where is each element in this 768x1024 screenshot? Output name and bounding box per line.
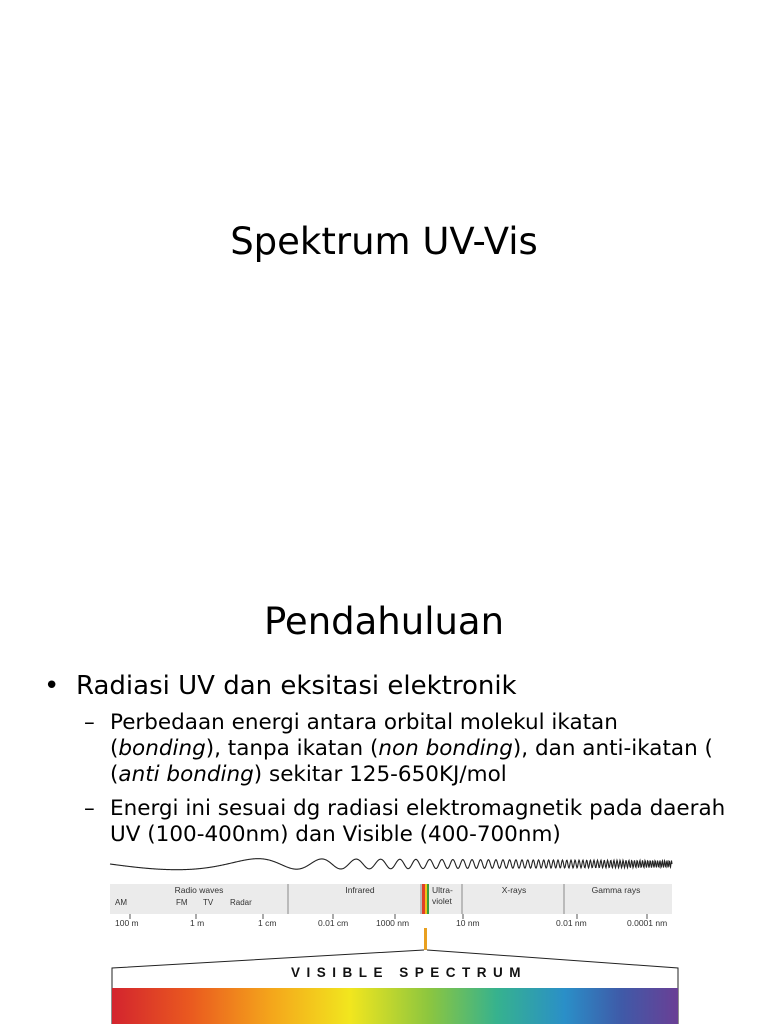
text-run: ) sekitar 125-650KJ/mol [253,762,507,787]
sublabel-fm: FM [176,898,188,907]
sublabel-am: AM [115,898,127,907]
electromagnetic-spectrum-figure [0,850,768,1024]
band-label-uv-line2: violet [432,896,452,906]
visible-spectrum-title: VISIBLE SPECTRUM [290,965,528,980]
slide-title: Spektrum UV-Vis [230,220,538,263]
scale-label: 0.01 cm [318,918,349,928]
visible-window-marker [424,928,427,950]
band-label-radio: Radio waves [174,885,224,895]
scale-label: 10 nm [456,918,480,928]
bullet-item [44,670,517,702]
scale-label: 1 m [190,918,205,928]
scale-label: 1 cm [258,918,277,928]
scale-label: 1000 nm [376,918,410,928]
bullet-text: Radiasi UV dan eksitasi elektronik [76,671,517,701]
text-run: dan anti-ikatan ( [528,736,713,761]
visible-band-yellow [425,884,427,914]
sub-bullet-marker: – [84,710,95,735]
sublabel-radar: Radar [230,898,252,907]
text-run: Perbedaan energi antara orbital molekul ikatan ( [110,710,618,761]
scale-label: 0.01 nm [556,918,587,928]
band-label-xrays: X-rays [501,885,527,895]
term-non-bonding: non bonding [378,736,513,761]
visible-band-red [422,884,425,914]
term-anti-bonding: anti bonding [118,762,254,787]
term-bonding: bonding [118,736,206,761]
scale-label: 0.0001 nm [627,918,668,928]
visible-spectrum-gradient [112,988,678,1024]
band-label-gamma: Gamma rays [591,885,641,895]
sub-bullet-text: Energi ini sesuai dg radiasi elektromagnetik pada daerah UV (100-400nm) dan Visible (400-700nm) [110,796,726,847]
sub-bullet-em-radiation [84,796,734,848]
wave-icon [110,859,672,870]
sub-bullet-marker: – [84,796,95,821]
band-label-infrared: Infrared [345,885,375,895]
bullet-marker: • [44,671,60,701]
band-label-uv-line1: Ultra- [432,885,453,895]
section-title: Pendahuluan [263,600,505,643]
sublabel-tv: TV [203,898,214,907]
text-run: ), [512,736,529,761]
text-run: ), tanpa ikatan ( [205,736,379,761]
sub-bullet-energy-difference: – Perbedaan energi antara orbital molekul ikatan (bonding), tanpa ikatan (non bonding), dan anti-ikatan ( (anti bonding) sekitar 125-650KJ/mol [84,710,713,787]
scale-label: 100 m [115,918,139,928]
visible-band-green [427,884,429,914]
